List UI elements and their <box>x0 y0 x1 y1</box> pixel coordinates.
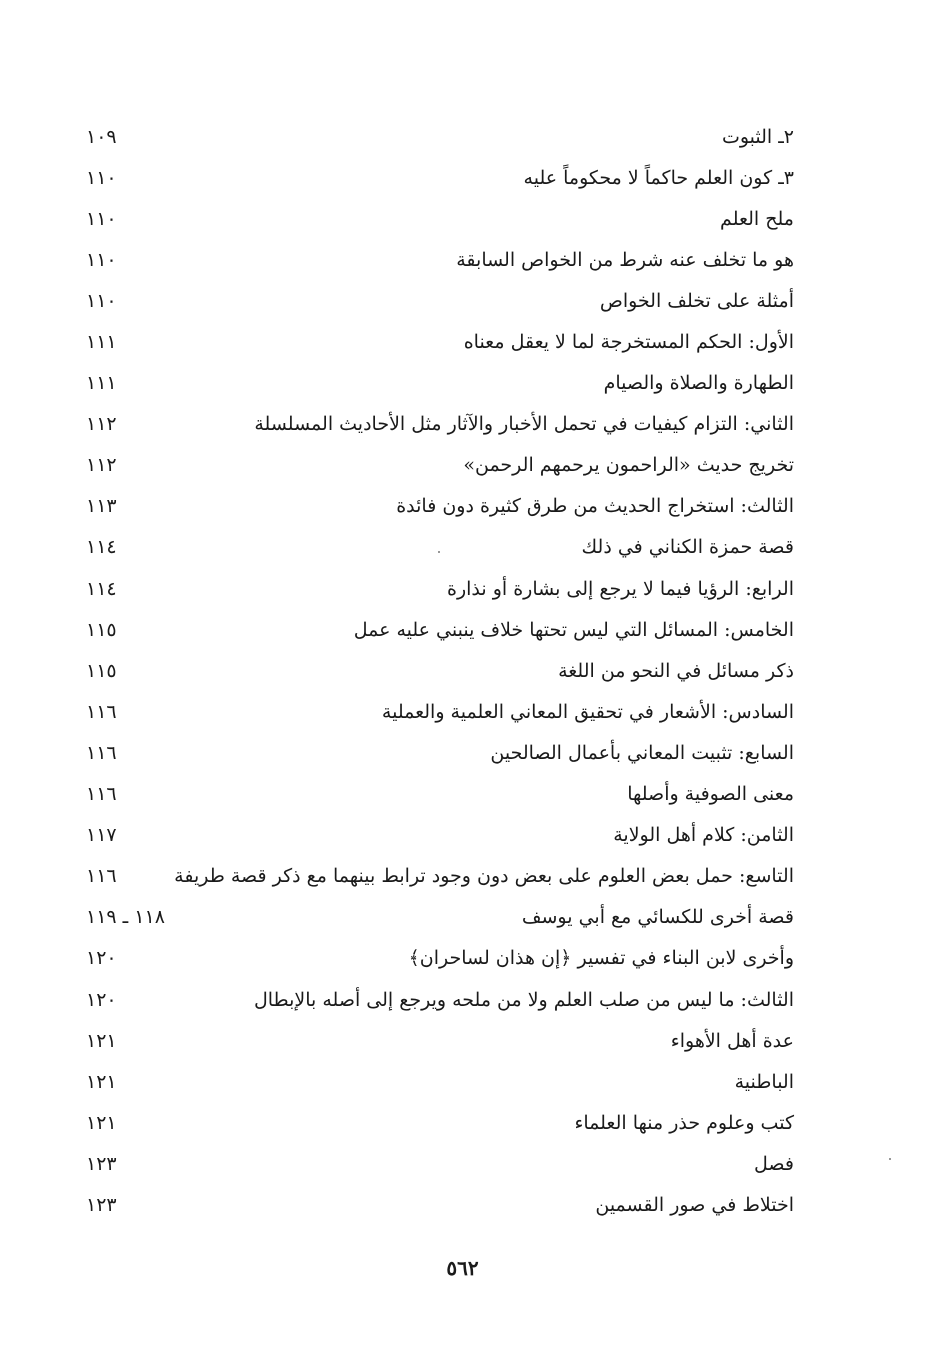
toc-page-number: ١١٠ <box>86 248 117 271</box>
toc-entry-title: عدة أهل الأهواء <box>670 1029 794 1052</box>
toc-entry <box>86 897 794 938</box>
toc-entry <box>86 445 794 486</box>
toc-entry <box>86 486 794 527</box>
toc-entry <box>86 938 794 979</box>
toc-entry <box>86 363 794 404</box>
toc-entry <box>86 979 794 1020</box>
toc-page-number: ١٢٠ <box>86 947 117 970</box>
toc-entry-title: كتب وعلوم حذر منها العلماء <box>574 1111 794 1134</box>
toc-entry <box>86 404 794 445</box>
toc-entry-title: الطهارة والصلاة والصيام <box>603 372 794 395</box>
table-of-contents <box>86 116 794 1226</box>
toc-entry <box>86 116 794 157</box>
toc-entry <box>86 321 794 362</box>
toc-page-number: ١١٦ <box>86 783 117 806</box>
toc-entry <box>86 1143 794 1184</box>
toc-page-number: ١١٣ <box>86 495 117 518</box>
toc-entry <box>86 157 794 198</box>
toc-page-number: ١١١ <box>86 372 117 395</box>
toc-entry-title: الثالث: ما ليس من صلب العلم ولا من ملحه ويرجع إلى أصله بالإبطال <box>253 988 794 1011</box>
toc-page-number: ١١٠ <box>86 207 117 230</box>
toc-page-number: ١١٥ <box>86 659 117 682</box>
toc-entry-title: ذكر مسائل في النحو من اللغة <box>558 659 794 682</box>
toc-entry-title: التاسع: حمل بعض العلوم على بعض دون وجود ترابط بينهما مع ذكر قصة طريفة <box>174 865 794 888</box>
toc-entry-title: هو ما تخلف عنه شرط من الخواص السابقة <box>456 248 794 271</box>
toc-entry-title: تخريج حديث «الراحمون يرحمهم الرحمن» <box>463 454 794 477</box>
toc-entry <box>86 1102 794 1143</box>
toc-page-number: ١١٦ <box>86 700 117 723</box>
toc-entry <box>86 1184 794 1225</box>
toc-entry-title: السادس: الأشعار في تحقيق المعاني العلمية والعملية <box>381 700 794 723</box>
toc-entry-title: الثالث: استخراج الحديث من طرق كثيرة دون فائدة <box>396 495 794 518</box>
toc-entry <box>86 774 794 815</box>
toc-entry-title: الأول: الحكم المستخرجة لما لا يعقل معناه <box>463 331 794 354</box>
toc-entry-title: الرابع: الرؤيا فيما لا يرجع إلى بشارة أو نذارة <box>447 577 794 600</box>
toc-page-number: ١٢١ <box>86 1111 117 1134</box>
toc-entry <box>86 732 794 773</box>
toc-entry-title: قصة حمزة الكناني في ذلك <box>581 536 794 559</box>
toc-entry <box>86 1020 794 1061</box>
toc-page-number: ١١٦ <box>86 865 117 888</box>
toc-page-number: ١١٥ <box>86 618 117 641</box>
toc-entry <box>86 609 794 650</box>
toc-entry-title: السابع: تثبيت المعاني بأعمال الصالحين <box>490 741 794 764</box>
toc-page-number: ١٢١ <box>86 1029 117 1052</box>
toc-entry <box>86 568 794 609</box>
toc-page-number: ١٢٠ <box>86 988 117 1011</box>
toc-entry-title: الثامن: كلام أهل الولاية <box>613 824 794 847</box>
print-speck <box>438 551 440 553</box>
toc-entry-title: وأخرى لابن البناء في تفسير ﴿إن هذان لساحران﴾ <box>408 947 794 970</box>
toc-entry <box>86 815 794 856</box>
print-speck <box>889 1158 891 1160</box>
toc-entry-title: الباطنية <box>734 1070 794 1093</box>
toc-entry <box>86 691 794 732</box>
toc-entry <box>86 650 794 691</box>
toc-entry-title: ٣ـ كون العلم حاكماً لا محكوماً عليه <box>523 166 794 189</box>
toc-entry <box>86 856 794 897</box>
toc-entry <box>86 527 794 568</box>
toc-entry-title: الثاني: التزام كيفيات في تحمل الأخبار والآثار مثل الأحاديث المسلسلة <box>254 413 794 436</box>
toc-page-number: ١١٠ <box>86 166 117 189</box>
toc-entry-title: اختلاط في صور القسمين <box>595 1193 794 1216</box>
toc-entry-title: فصل <box>754 1152 794 1175</box>
toc-entry-title: أمثلة على تخلف الخواص <box>599 289 794 312</box>
toc-page-number: ١٠٩ <box>86 125 117 148</box>
toc-page-number: ١١١ <box>86 331 117 354</box>
toc-page-number: ١١٤ <box>86 536 117 559</box>
toc-entry-title: ٢ـ الثبوت <box>721 125 794 148</box>
toc-entry-title: قصة أخرى للكسائي مع أبي يوسف <box>521 906 794 929</box>
toc-page-number: ١١٠ <box>86 289 117 312</box>
toc-entry <box>86 198 794 239</box>
toc-page-number: ١١٢ <box>86 454 117 477</box>
toc-page-number: ١١٧ <box>86 824 117 847</box>
page-number-footer: ٥٦٢ <box>446 1256 479 1280</box>
toc-page-number: ١١٦ <box>86 741 117 764</box>
toc-entry <box>86 239 794 280</box>
toc-entry <box>86 280 794 321</box>
toc-page-number: ١١٤ <box>86 577 117 600</box>
toc-page-number: ١٢٣ <box>86 1193 117 1216</box>
toc-page-number: ١١٨ ـ ١١٩ <box>86 906 165 929</box>
toc-entry <box>86 1061 794 1102</box>
toc-page-number: ١٢٣ <box>86 1152 117 1175</box>
toc-entry-title: معنى الصوفية وأصلها <box>627 783 794 806</box>
toc-entry-title: الخامس: المسائل التي ليس تحتها خلاف ينبني عليه عمل <box>353 618 794 641</box>
toc-page-number: ١١٢ <box>86 413 117 436</box>
toc-page-number: ١٢١ <box>86 1070 117 1093</box>
toc-entry-title: ملح العلم <box>720 207 794 230</box>
